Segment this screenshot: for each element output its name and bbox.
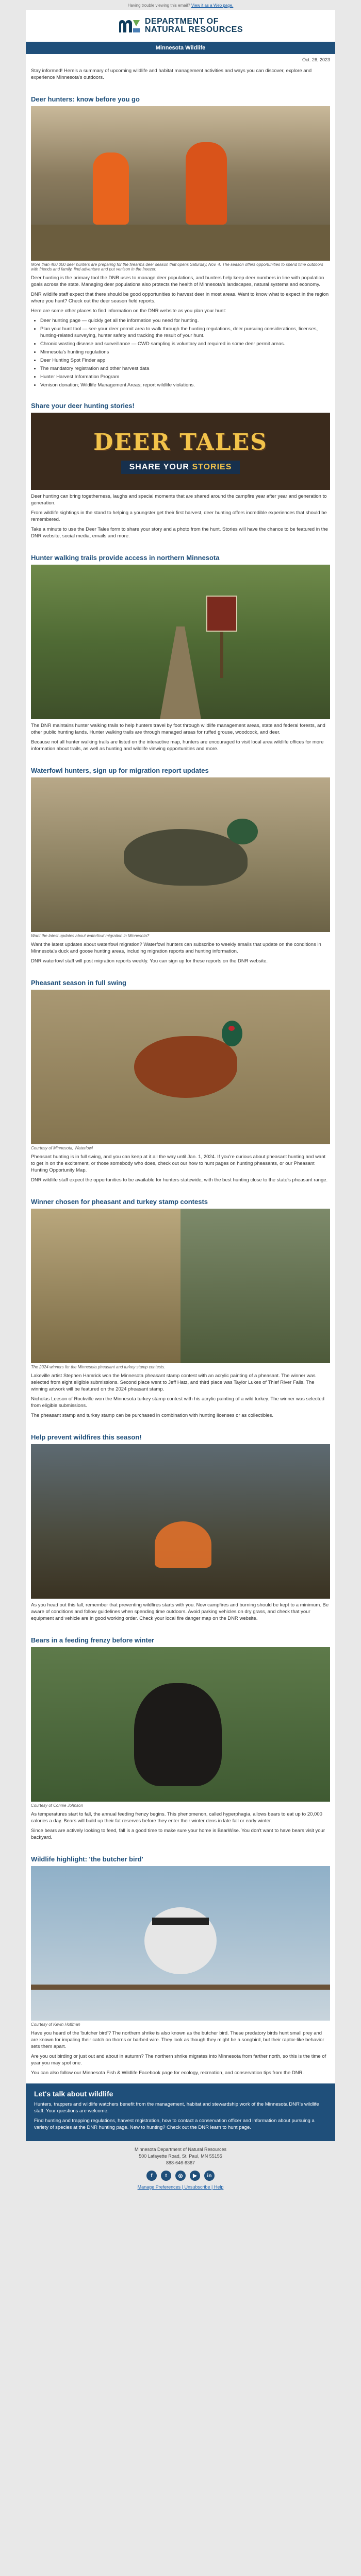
list-item[interactable]: • Deer Hunting Spot Finder app [40,357,330,364]
share-heading: Share your deer hunting stories! [31,402,135,410]
waterfowl-p1: Want the latest updates about waterfowl migration? Waterfowl hunters can subscribe to weekly emails that update on the conditions in Minnesota's duck and goose hunting areas, including migration reports and hunting information. [31,942,321,954]
instagram-icon[interactable]: ◎ [175,2171,186,2181]
deer-p2: DNR wildlife staff expect that there should be good opportunities to harvest deer in most areas. Want to know what to expect in the region where you hunt? Check out the deer season field reports. [31,292,329,304]
footer-address: 500 Lafayette Road, St. Paul, MN 55155 [139,2154,222,2159]
wildfire-p1: As you head out this fall, remember that preventing wildfires starts with you. Now campfires and burning should be kept to a minimum. Be aware of conditions and follow guidelines when spending time outdoors. Avoid parking vehicles on dry grass, and check that your equipment and vehicle are in good working order. Check your local fire danger map on the DNR website. [31,1602,329,1621]
deer-p1: Deer hunting is the primary tool the DNR uses to manage deer populations, and hunters help keep deer numbers in line with population goals across the state. Managing deer populations also protects the health of Minnesota's landscapes, natural systems and economy. [31,275,324,287]
deer-heading: Deer hunters: know before you go [31,95,140,103]
list-item[interactable]: • Chronic wasting disease and surveillance — CWD sampling is voluntary and required in some deer permit areas. [40,341,330,347]
youtube-icon[interactable]: ▶ [190,2171,200,2181]
walking-p1: The DNR maintains hunter walking trails to help hunters travel by foot through wildlife management areas, state and federal forests, and other public hunting lands. Hunter walking trails are through managed areas for ruffed grouse, woodcock, and deer. [31,723,325,735]
walking-p2: Because not all hunter walking trails are listed on the interactive map, hunters are encouraged to visit local area wildlife offices for more information about trails, as well as hunting and wildlife viewing opportunities and more. [31,739,324,752]
social-links [0,2171,361,2181]
deer-tales-subtitle [121,461,240,474]
contest-heading: Winner chosen for pheasant and turkey stamp contests [31,1198,208,1206]
wildfire-heading: Help prevent wildfires this season! [31,1433,142,1441]
deer-resource-list [40,317,330,388]
pheasant-p1: Pheasant hunting is in full swing, and you can keep at it all the way until Jan. 1, 2024. If you're curious about pheasant hunting and want to get in on the excitement, or those somebody who does, check out our how to hunt pages on hunting pheasants, or our Pheasant Hunting Opportunity Map. [31,1154,326,1173]
stories-label: STORIES [192,462,232,471]
contest-p3: The pheasant stamp and turkey stamp can be purchased in combination with hunting licenses or as collectibles. [31,1413,273,1418]
list-item[interactable]: • Deer hunting page — quickly get all the information you need for hunting. [40,317,330,324]
bear-photo [31,1647,330,1802]
deer-hunters-photo [31,106,330,261]
butcher-heading: Wildlife highlight: 'the butcher bird' [31,1855,143,1863]
list-item[interactable]: • Venison donation; Wildlife Management Areas; report wildlife violations. [40,382,330,388]
share-p1: Deer hunting can bring togetherness, laughs and special moments that are shared around the campfire year after year and generation to generation. [31,494,327,506]
facebook-icon[interactable]: f [146,2171,157,2181]
list-item[interactable]: • Hunter Harvest Information Program [40,374,330,380]
walking-heading: Hunter walking trails provide access in northern Minnesota [31,554,220,562]
bears-p1: As temperatures start to fall, the annual feeding frenzy begins. This phenomenon, called hyperphagia, allows bears to eat up to 20,000 calories a day. Bears will build up their fat reserves before they enter their winter dens in late fall or early winter. [31,1811,322,1824]
preheader [0,0,361,10]
deer-p3: Here are some other places to find information on the DNR website as you plan your hunt: [31,308,226,314]
view-web-link[interactable]: View it as a Web page. [191,3,234,8]
share-p3: Take a minute to use the Deer Tales form to share your story and a photo from the hunt. Stories will have the chance to be featured in the DNR website, social media, emails and more. [31,527,328,539]
email-body [26,10,335,2141]
contest-p1: Lakeville artist Stephen Hamrick won the Minnesota pheasant stamp contest with an acrylic painting of a pheasant. The winner was selected from eight eligible submissions. Second place went to Jeff Hatz, and third place was Taylor Lukes of Thief River Falls. The winning artwork will be featured on the 2024 pheasant stamp. [31,1373,316,1392]
butcher-p2: Are you out birding or just out and about in autumn? The northern shrike migrates into Minnesota from farther north, so this is the time of year you may spot one. [31,2054,326,2066]
waterfowl-section [26,759,335,972]
pheasant-heading: Pheasant season in full swing [31,979,126,987]
deer-section [26,88,335,395]
butcher-section [26,1848,335,2083]
footer-phone: 888-646-6367 [166,2160,195,2165]
pheasant-caption: Courtesy of Minnesota, Waterfowl [31,1146,93,1150]
contest-p2: Nicholas Leeson of Rockville won the Minnesota turkey stamp contest with his acrylic painting of a wild turkey. The winner was selected from eligible submissions. [31,1396,324,1409]
butcher-caption: Courtesy of Kevin Hoffman [31,2022,80,2027]
logo-text [145,18,243,34]
footer-p2: Find hunting and trapping regulations, harvest registration, how to contact a conservation officer and information about pursuing a variety of species at the DNR hunting page. New to hunting? Check out the DNR learn to hunt page. [34,2118,315,2130]
footer-p1: Hunters, trappers and wildlife watchers benefit from the management, habitat and stewardship work of the Minnesota DNR's wildlife staff. Your questions are welcome. [34,2102,319,2114]
share-your-label: SHARE YOUR [129,462,189,471]
bears-p2: Since bears are actively looking to feed, fall is a good time to make sure your home is BearWise. You don't want to have bears visit your backyard. [31,1828,325,1840]
waterfowl-heading: Waterfowl hunters, sign up for migration report updates [31,767,209,774]
footer-legal [0,2141,361,2198]
bears-heading: Bears in a feeding frenzy before winter [31,1636,155,1644]
share-section [26,395,335,547]
walking-section [26,547,335,759]
waterfowl-p2: DNR waterfowl staff will post migration reports weekly. You can sign up for these reports on the DNR website. [31,958,268,964]
bears-section [26,1629,335,1848]
logo-line2: NATURAL RESOURCES [144,25,243,34]
wildfire-photo [31,1444,330,1599]
list-item[interactable]: • The mandatory registration and other harvest data [40,365,330,372]
walking-trail-photo [31,565,330,719]
footer-contact [26,2083,335,2141]
contest-caption: The 2024 winners for the Minnesota pheasant and turkey stamp contests. [31,1365,166,1369]
dnr-logo-icon [118,18,141,33]
waterfowl-caption: Want the latest updates about waterfowl migration in Minnesota? [31,934,150,938]
butcher-p1: Have you heard of the 'butcher bird'? The northern shrike is also known as the butcher bird. These predatory birds hunt small prey and are known for impaling their catch on thorns or barbed wire. They look as though they might be a songbird, but their raptor-like behavior sets them apart. [31,2030,324,2049]
waterfowl-photo [31,777,330,932]
stamp-contest-photo [31,1209,330,1363]
share-p2: From wildlife sightings in the stand to helping a youngster get their first harvest, deer hunting offers incredible experiences that should be remembered. [31,510,327,522]
manage-preferences-links[interactable]: Manage Preferences | Unsubscribe | Help [137,2184,224,2190]
deer-tales-title: DEER TALES [93,429,268,455]
intro-section [26,62,335,88]
bears-caption: Courtesy of Connie Johnson [31,1803,83,1808]
pheasant-p2: DNR wildlife staff expect the opportunities to be available for hunters statewide, with the best hunting close to the state's pheasant range. [31,1177,328,1183]
logo-line1: DEPARTMENT OF [144,17,219,26]
issue-date: Oct. 26, 2023 [302,57,330,62]
wildfire-section [26,1426,335,1629]
list-item[interactable]: • Minnesota's hunting regulations [40,349,330,355]
list-item[interactable]: • Plan your hunt tool — see your deer permit area to walk through the hunting regulations, deer pursuing considerations, licenses, hunting-related surveying, hunter safety and tracking the result of your hunt. [40,326,330,339]
intro-text: Stay informed! Here's a summary of upcoming wildlife and habitat management activities and ways you can discover, explore and experience Minnesota's outdoors. [31,68,312,80]
contest-section [26,1191,335,1426]
linkedin-icon[interactable]: in [204,2171,215,2181]
butcher-p3: You can also follow our Minnesota Fish & Wildlife Facebook page for ecology, recreation, and conservation tips from the DNR. [31,2070,304,2076]
footer-heading: Let's talk about wildlife [34,2090,113,2098]
deer-tales-banner[interactable] [31,413,330,490]
footer-org: Minnesota Department of Natural Resources [134,2147,227,2152]
pheasant-photo [31,990,330,1144]
twitter-icon[interactable]: t [161,2171,171,2181]
newsletter-title: Minnesota Wildlife [26,42,335,54]
pheasant-section [26,972,335,1191]
logo-band [26,10,335,42]
deer-caption: More than 400,000 deer hunters are preparing for the firearms deer season that opens Saturday, Nov. 4. The season offers opportunities to spend time outdoors with friends and family, find adventure and put venison in the freezer. [31,262,323,272]
shrike-photo [31,1866,330,2021]
preheader-text: Having trouble viewing this email? [127,3,190,8]
